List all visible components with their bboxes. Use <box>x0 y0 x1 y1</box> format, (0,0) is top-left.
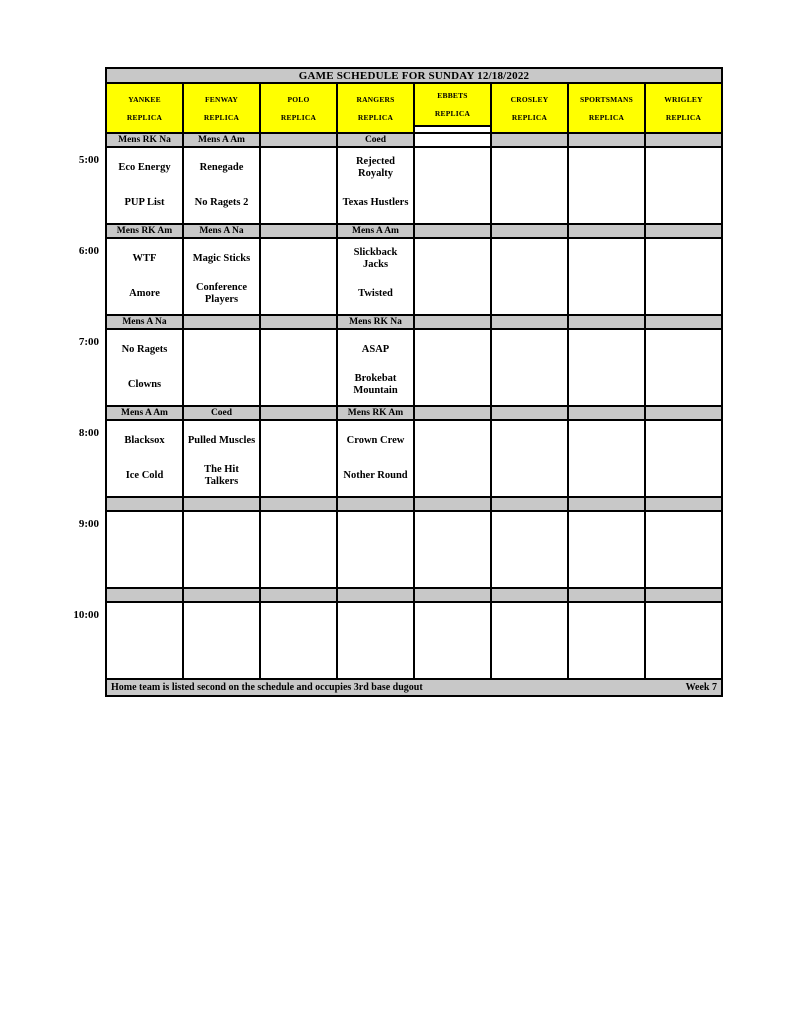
division-cell <box>338 589 413 601</box>
division-cell: Mens A Na <box>107 316 182 328</box>
game-cell <box>415 148 490 223</box>
court-header-rangers <box>338 84 413 132</box>
division-cell <box>184 589 259 601</box>
away-team <box>261 515 336 550</box>
game-cell <box>492 330 567 405</box>
home-team: The Hit Talkers <box>204 463 239 487</box>
home-team <box>646 550 721 585</box>
away-team <box>569 424 644 459</box>
division-cell <box>569 498 644 510</box>
court-header-wrigley <box>646 84 721 132</box>
division-cell <box>261 498 336 510</box>
home-team: Twisted <box>358 287 393 299</box>
game-cell <box>415 603 490 678</box>
division-cell <box>261 316 336 328</box>
home-team <box>569 459 644 494</box>
division-row-8pm <box>107 407 721 419</box>
home-team: No Ragets 2 <box>194 196 249 208</box>
home-team: Conference Players <box>195 281 248 305</box>
division-cell: Mens RK Na <box>107 134 182 146</box>
time-label-8pm: 8:00 <box>78 427 99 439</box>
division-cell <box>415 316 490 328</box>
home-team <box>646 186 721 221</box>
home-team <box>492 277 567 312</box>
division-cell <box>646 134 721 146</box>
away-team <box>569 515 644 550</box>
division-row-9pm <box>107 498 721 510</box>
home-team <box>492 550 567 585</box>
division-cell <box>569 316 644 328</box>
away-team <box>646 151 721 186</box>
division-row-6pm <box>107 225 721 237</box>
game-cell <box>569 239 644 314</box>
game-schedule-table <box>105 67 723 697</box>
home-team <box>492 459 567 494</box>
game-cell <box>184 330 259 405</box>
game-row-6pm <box>107 239 721 314</box>
home-team <box>261 368 336 403</box>
away-team <box>569 242 644 277</box>
home-team <box>415 641 490 676</box>
game-cell <box>569 603 644 678</box>
division-cell <box>184 498 259 510</box>
home-team <box>338 550 413 585</box>
division-cell: Mens A Am <box>338 225 413 237</box>
game-row-10pm <box>107 603 721 678</box>
away-team <box>646 242 721 277</box>
game-cell <box>261 421 336 496</box>
court-sub: REPLICA <box>588 112 625 122</box>
game-cell <box>415 512 490 587</box>
home-team <box>646 277 721 312</box>
home-team: Brokebat Mountain <box>353 372 398 396</box>
game-cell <box>184 512 259 587</box>
division-cell <box>261 225 336 237</box>
court-name: CROSLEY <box>510 94 549 104</box>
division-cell <box>569 407 644 419</box>
division-cell <box>646 407 721 419</box>
game-row-5pm <box>107 148 721 223</box>
division-cell <box>492 316 567 328</box>
game-cell <box>107 512 182 587</box>
division-cell: Mens RK Am <box>338 407 413 419</box>
game-row-8pm <box>107 421 721 496</box>
division-row-10pm <box>107 589 721 601</box>
home-team <box>261 550 336 585</box>
division-cell <box>184 316 259 328</box>
court-header-yankee <box>107 84 182 132</box>
court-name: YANKEE <box>128 94 161 104</box>
division-cell <box>646 589 721 601</box>
game-cell <box>646 512 721 587</box>
division-cell <box>415 225 490 237</box>
division-row-5pm <box>107 134 721 146</box>
away-team: Eco Energy <box>118 162 171 174</box>
away-team: Crown Crew <box>346 435 405 447</box>
away-team <box>646 606 721 641</box>
court-sub: REPLICA <box>665 112 702 122</box>
court-header-fenway <box>184 84 259 132</box>
game-cell <box>338 148 413 223</box>
division-cell <box>415 498 490 510</box>
away-team: Rejected Royalty <box>355 156 396 180</box>
game-cell <box>646 603 721 678</box>
game-cell <box>415 330 490 405</box>
home-team <box>569 186 644 221</box>
home-team: Nother Round <box>343 469 408 481</box>
home-team: Texas Hustlers <box>342 196 409 208</box>
game-cell <box>184 148 259 223</box>
home-team <box>492 186 567 221</box>
game-cell <box>338 239 413 314</box>
away-team: Renegade <box>199 162 244 174</box>
home-team <box>415 459 490 494</box>
away-team <box>492 151 567 186</box>
court-name: RANGERS <box>356 94 395 104</box>
court-sub: REPLICA <box>203 112 240 122</box>
court-name: FENWAY <box>204 94 238 104</box>
game-cell <box>261 239 336 314</box>
division-cell <box>569 589 644 601</box>
home-team <box>569 368 644 403</box>
division-cell: Coed <box>338 134 413 146</box>
game-cell <box>492 421 567 496</box>
court-sub: REPLICA <box>511 112 548 122</box>
home-team <box>184 641 259 676</box>
game-cell <box>261 148 336 223</box>
division-cell: Coed <box>184 407 259 419</box>
game-cell <box>107 239 182 314</box>
division-cell <box>415 589 490 601</box>
court-sub: REPLICA <box>434 109 471 118</box>
away-team <box>107 606 182 641</box>
away-team: Blacksox <box>124 435 165 447</box>
division-cell <box>338 498 413 510</box>
away-team: WTF <box>132 253 157 265</box>
game-cell <box>184 603 259 678</box>
away-team <box>261 151 336 186</box>
away-team <box>107 515 182 550</box>
game-cell <box>261 512 336 587</box>
game-cell <box>492 603 567 678</box>
game-cell <box>569 148 644 223</box>
game-cell <box>184 421 259 496</box>
game-cell <box>646 330 721 405</box>
away-team: ASAP <box>361 344 390 356</box>
game-cell <box>569 421 644 496</box>
game-cell <box>107 603 182 678</box>
game-cell <box>646 421 721 496</box>
away-team <box>415 606 490 641</box>
away-team <box>184 333 259 368</box>
away-team <box>492 515 567 550</box>
game-cell <box>415 239 490 314</box>
division-cell <box>492 225 567 237</box>
home-team <box>569 550 644 585</box>
game-cell <box>569 512 644 587</box>
division-cell <box>261 134 336 146</box>
away-team: Slickback Jacks <box>353 247 398 271</box>
division-cell <box>646 498 721 510</box>
time-label-5pm: 5:00 <box>78 154 99 166</box>
home-team <box>261 459 336 494</box>
division-cell: Mens A Am <box>107 407 182 419</box>
away-team <box>415 333 490 368</box>
time-label-7pm: 7:00 <box>78 336 99 348</box>
game-cell <box>338 603 413 678</box>
home-team <box>569 641 644 676</box>
away-team <box>492 333 567 368</box>
away-team <box>261 242 336 277</box>
game-cell <box>107 330 182 405</box>
home-team <box>107 641 182 676</box>
game-cell <box>107 148 182 223</box>
court-name: EBBETS <box>437 91 468 100</box>
court-sub: REPLICA <box>357 112 394 122</box>
court-name: SPORTSMANS <box>580 94 633 104</box>
away-team <box>184 606 259 641</box>
away-team <box>261 606 336 641</box>
home-team <box>338 641 413 676</box>
court-name: WRIGLEY <box>664 94 703 104</box>
division-cell <box>492 498 567 510</box>
home-team: Ice Cold <box>125 469 164 481</box>
court-header-crosley <box>492 84 567 132</box>
game-cell <box>338 512 413 587</box>
home-team <box>646 641 721 676</box>
away-team <box>184 515 259 550</box>
home-team <box>415 550 490 585</box>
court-name: POLO <box>287 94 310 104</box>
division-cell <box>415 407 490 419</box>
home-team <box>492 368 567 403</box>
court-header-ebbets-inner <box>415 84 490 127</box>
home-team <box>492 641 567 676</box>
away-team <box>492 242 567 277</box>
home-team <box>646 368 721 403</box>
away-team: No Ragets <box>121 344 168 356</box>
game-cell <box>261 330 336 405</box>
division-cell <box>569 225 644 237</box>
division-cell <box>107 589 182 601</box>
home-team: Amore <box>129 287 160 299</box>
home-team <box>184 550 259 585</box>
game-cell <box>184 239 259 314</box>
court-sub: REPLICA <box>280 112 317 122</box>
away-team <box>492 606 567 641</box>
division-cell <box>261 407 336 419</box>
division-cell: Mens A Na <box>184 225 259 237</box>
time-label-6pm: 6:00 <box>78 245 99 257</box>
division-row-7pm <box>107 316 721 328</box>
game-cell <box>338 330 413 405</box>
away-team <box>415 515 490 550</box>
court-header-ebbets <box>415 84 490 132</box>
division-cell <box>492 134 567 146</box>
away-team <box>261 424 336 459</box>
home-team <box>261 186 336 221</box>
division-cell <box>415 134 490 146</box>
court-sub: REPLICA <box>126 112 163 122</box>
division-cell <box>492 407 567 419</box>
home-team <box>646 459 721 494</box>
game-cell <box>415 421 490 496</box>
division-cell <box>569 134 644 146</box>
away-team <box>646 515 721 550</box>
division-cell <box>107 498 182 510</box>
division-cell: Mens RK Na <box>338 316 413 328</box>
game-row-7pm <box>107 330 721 405</box>
away-team <box>646 424 721 459</box>
division-cell <box>646 316 721 328</box>
division-cell: Mens RK Am <box>107 225 182 237</box>
home-team <box>415 368 490 403</box>
away-team: Pulled Muscles <box>187 435 256 447</box>
away-team <box>261 333 336 368</box>
home-team <box>261 641 336 676</box>
game-cell <box>492 512 567 587</box>
away-team <box>415 151 490 186</box>
game-cell <box>569 330 644 405</box>
away-team <box>492 424 567 459</box>
away-team <box>646 333 721 368</box>
home-team <box>107 550 182 585</box>
division-cell <box>646 225 721 237</box>
home-team <box>261 277 336 312</box>
away-team <box>338 606 413 641</box>
away-team: Magic Sticks <box>192 253 251 265</box>
game-cell <box>492 239 567 314</box>
division-cell <box>492 589 567 601</box>
home-team <box>569 277 644 312</box>
game-cell <box>261 603 336 678</box>
away-team <box>415 242 490 277</box>
home-team-note: Home team is listed second on the schedule and occupies 3rd base dugout <box>111 682 423 693</box>
home-team <box>184 368 259 403</box>
home-team <box>415 277 490 312</box>
court-header-sportsmans <box>569 84 644 132</box>
time-label-10pm: 10:00 <box>73 609 99 621</box>
away-team <box>338 515 413 550</box>
game-cell <box>646 239 721 314</box>
game-cell <box>338 421 413 496</box>
footer-bar <box>107 680 721 695</box>
court-header-polo <box>261 84 336 132</box>
game-row-9pm <box>107 512 721 587</box>
home-team: PUP List <box>124 196 165 208</box>
home-team: Clowns <box>127 378 162 390</box>
time-rail <box>0 0 99 1024</box>
division-cell <box>261 589 336 601</box>
away-team <box>569 333 644 368</box>
division-cell: Mens A Am <box>184 134 259 146</box>
time-label-9pm: 9:00 <box>78 518 99 530</box>
game-cell <box>107 421 182 496</box>
away-team <box>569 606 644 641</box>
game-cell <box>646 148 721 223</box>
week-label: Week 7 <box>685 682 717 693</box>
schedule-title: GAME SCHEDULE FOR SUNDAY 12/18/2022 <box>107 69 721 82</box>
game-cell <box>492 148 567 223</box>
away-team <box>569 151 644 186</box>
home-team <box>415 186 490 221</box>
away-team <box>415 424 490 459</box>
court-header-row <box>107 84 721 132</box>
